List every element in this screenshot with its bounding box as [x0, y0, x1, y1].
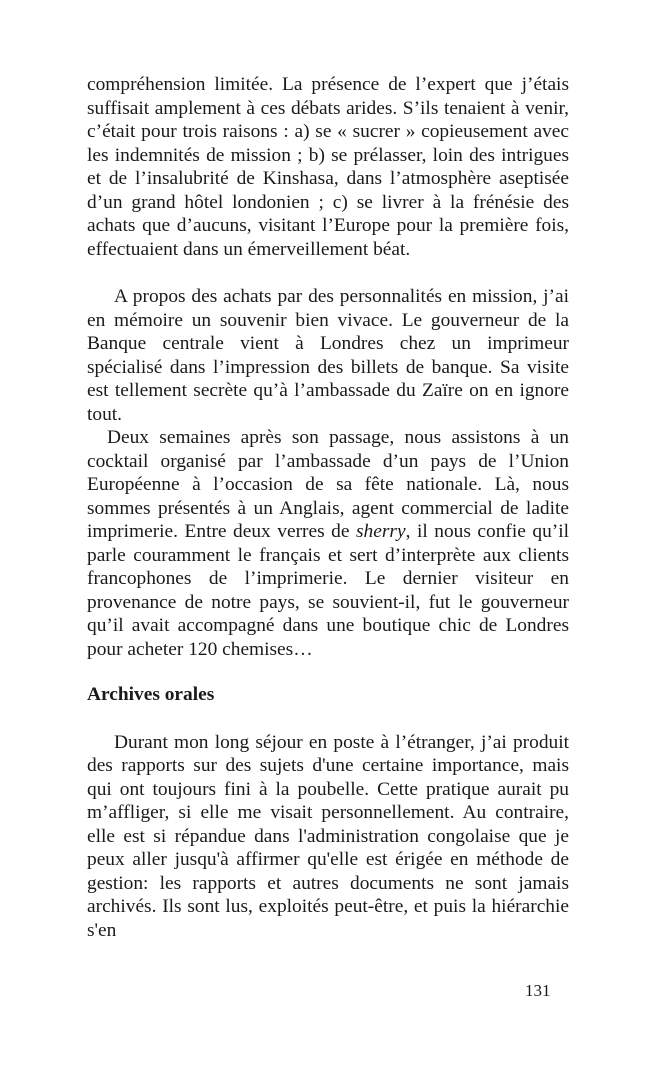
paragraph-3	[87, 426, 569, 661]
paragraph-3-text-before: Deux semaines après son passage, nous assistons à un cocktail organisé par l’ambassade d’un pays de l’Union Européenne à l’occasion de sa fête nationale. Là, nous sommes présentés à un Anglais, agent commercial de ladite imprimerie. Entre deux verres de	[87, 427, 569, 542]
section-heading: Archives orales	[87, 684, 215, 705]
paragraph-1: compréhension limitée. La présence de l’expert que j’étais suffisait amplement à ces débats arides. S’ils tenaient à venir, c’était pour trois raisons : a) se « sucrer » copieusement avec les indemnités de mission ; b) se prélasser, loin des intrigues et de l’insalubrité de Kinshasa, dans l’atmosphère aseptisée d’un grand hôtel londonien ; c) se livrer à la frénésie des achats que d’aucuns, visitant l’Europe pour la première fois, effectuaient dans un émerveillement béat.	[87, 74, 569, 260]
page-body	[87, 73, 569, 942]
paragraph-3-text-after: , il nous confie qu’il parle couramment le français et sert d’interprète aux clients francophones de l’imprimerie. Le dernier visiteur en provenance de notre pays, se souvient-il, fut le gouverneur qu’il avait accompagné dans une boutique chic de Londres pour acheter 120 chemises…	[87, 521, 570, 660]
paragraph-3-italic-word: sherry	[356, 521, 406, 542]
paragraph-4: Durant mon long séjour en poste à l’étranger, j’ai produit des rapports sur des sujets d'une certaine importance, mais qui ont toujours fini à la poubelle. Cette pratique aurait pu m’affliger, si elle me visait personnellement. Au contraire, elle est si répandue dans l'administration congolaise que je peux aller jusqu'à affirmer qu'elle est érigée en méthode de gestion: les rapports et autres documents ne sont jamais archivés. Ils sont lus, exploités peut-être, et puis la hiérarchie s'en	[87, 731, 569, 941]
paragraph-2: A propos des achats par des personnalités en mission, j’ai en mémoire un souvenir bien vivace. Le gouverneur de la Banque centrale vient à Londres chez un imprimeur spécialisé dans l’impression des billets de banque. Sa visite est tellement secrète qu’à l’ambassade du Zaïre on en ignore tout.	[87, 286, 569, 425]
page-number: 131	[525, 981, 551, 1000]
